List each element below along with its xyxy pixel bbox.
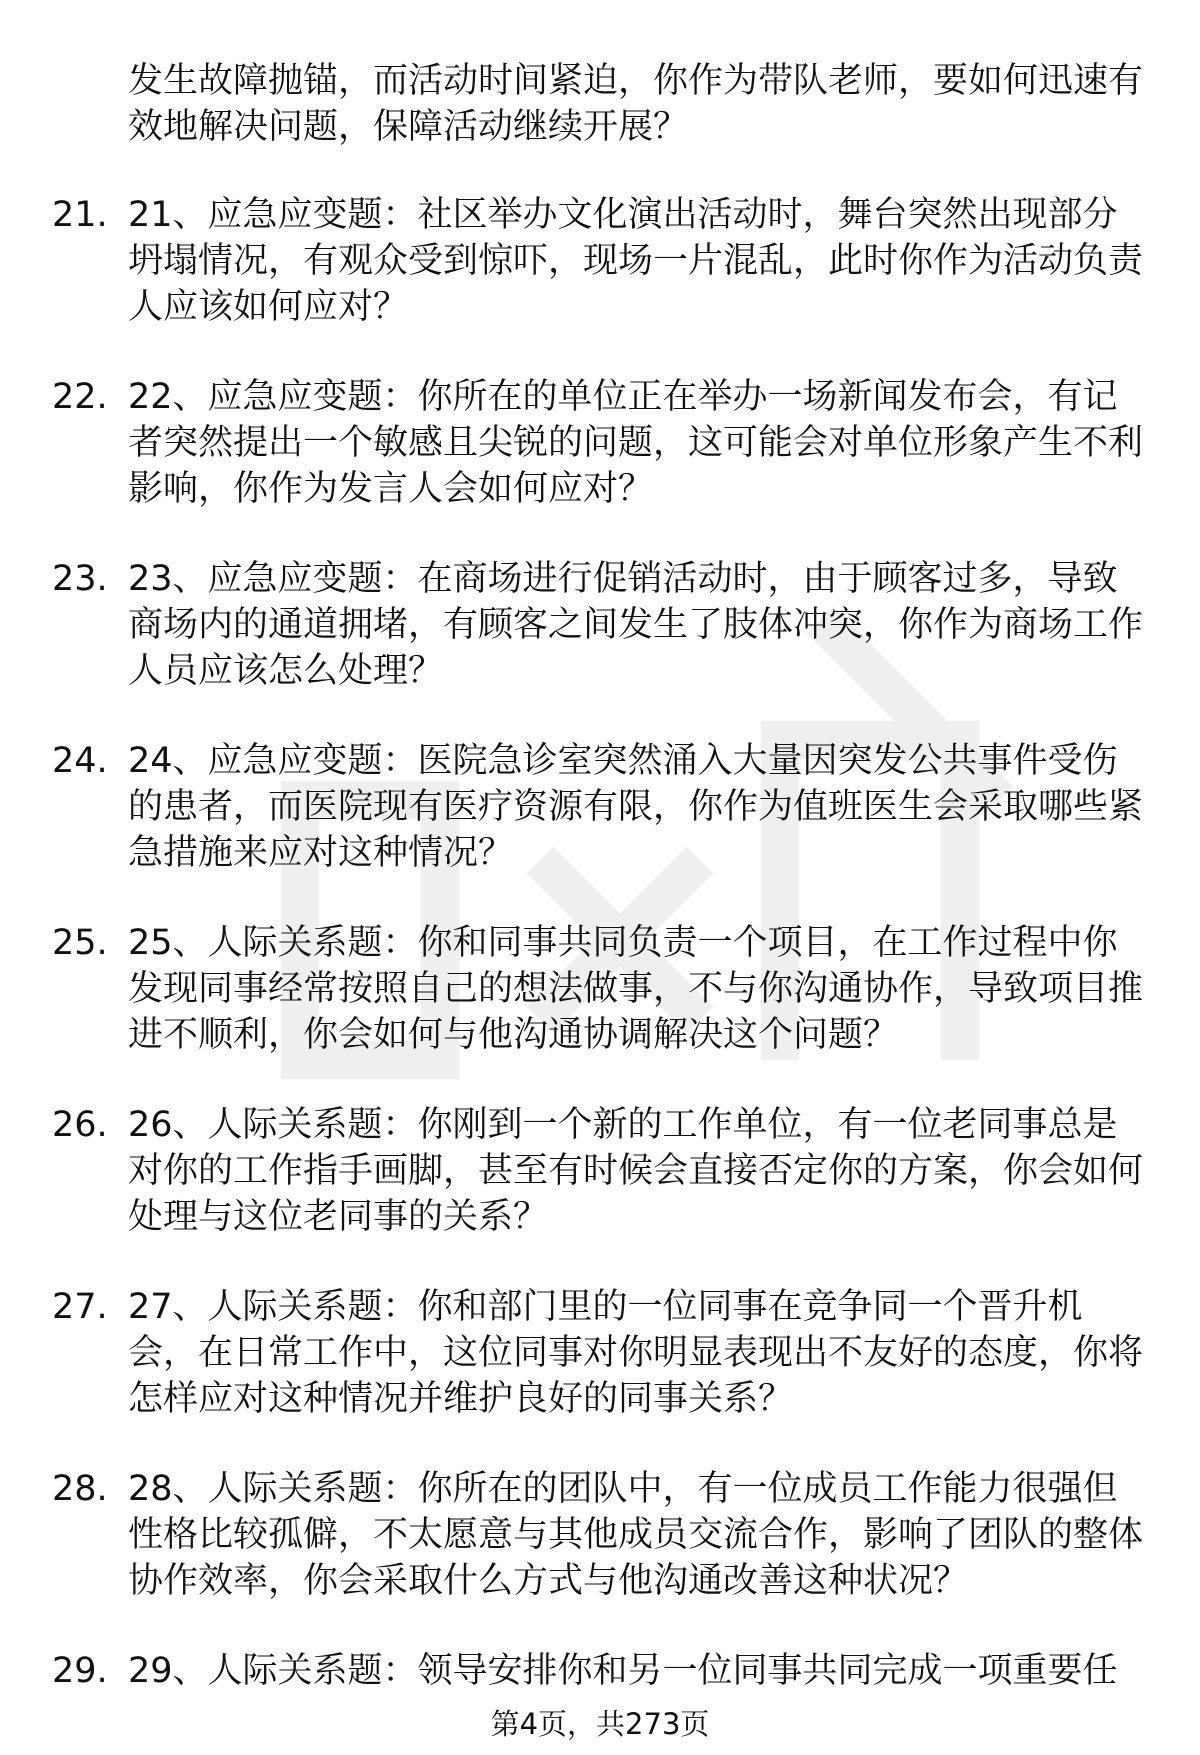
question-list: [0, 192, 1200, 1738]
question-item: [0, 1648, 1200, 1694]
page-footer: 第4页，共273页: [490, 1707, 710, 1741]
question-item: [0, 1102, 1200, 1240]
question-text: 27、人际关系题：你和部门里的一位同事在竞争同一个晋升机会，在日常工作中，这位同事对你明显表现出不友好的态度，你将怎样应对这种情况并维护良好的同事关系？: [128, 1287, 1144, 1419]
question-text: 24、应急应变题：医院急诊室突然涌入大量因突发公共事件受伤的患者，而医院现有医疗资源有限，你作为值班医生会采取哪些紧急措施来应对这种情况？: [128, 741, 1144, 873]
question-number: 24.: [52, 741, 108, 781]
question-item: [0, 1466, 1200, 1604]
question-number: 29.: [52, 1651, 108, 1691]
question-text: 26、人际关系题：你刚到一个新的工作单位，有一位老同事总是对你的工作指手画脚，甚至有时候会直接否定你的方案，你会如何处理与这位老同事的关系？: [128, 1105, 1144, 1237]
question-number: 26.: [52, 1105, 108, 1145]
question-number: 28.: [52, 1469, 108, 1509]
question-text: 29、人际关系题：领导安排你和另一位同事共同完成一项重要任: [128, 1651, 1118, 1691]
question-number: 27.: [52, 1287, 108, 1327]
question-item: [0, 192, 1200, 330]
question-text: 23、应急应变题：在商场进行促销活动时，由于顾客过多，导致商场内的通道拥堵，有顾客之间发生了肢体冲突，你作为商场工作人员应该怎么处理？: [128, 559, 1144, 691]
continued-question-text: 发生故障抛锚，而活动时间紧迫，你作为带队老师，要如何迅速有效地解决问题，保障活动继续开展？: [128, 61, 1144, 147]
question-text: 28、人际关系题：你所在的团队中，有一位成员工作能力很强但性格比较孤僻，不太愿意与其他成员交流合作，影响了团队的整体协作效率，你会采取什么方式与他沟通改善这种状况？: [128, 1469, 1144, 1601]
question-text: 22、应急应变题：你所在的单位正在举办一场新闻发布会，有记者突然提出一个敏感且尖锐的问题，这可能会对单位形象产生不利影响，你作为发言人会如何应对？: [128, 377, 1144, 509]
question-number: 25.: [52, 923, 108, 963]
question-number: 22.: [52, 377, 108, 417]
question-number: 23.: [52, 559, 108, 599]
question-text: 21、应急应变题：社区举办文化演出活动时，舞台突然出现部分坍塌情况，有观众受到惊吓，现场一片混乱，此时你作为活动负责人应该如何应对？: [128, 195, 1144, 327]
question-number: 21.: [52, 195, 108, 235]
question-item: [0, 374, 1200, 512]
question-item: [0, 738, 1200, 876]
question-item: [0, 920, 1200, 1058]
question-item: [0, 1284, 1200, 1422]
question-text: 25、人际关系题：你和同事共同负责一个项目，在工作过程中你发现同事经常按照自己的想法做事，不与你沟通协作，导致项目推进不顺利，你会如何与他沟通协调解决这个问题？: [128, 923, 1144, 1055]
question-item: [0, 556, 1200, 694]
